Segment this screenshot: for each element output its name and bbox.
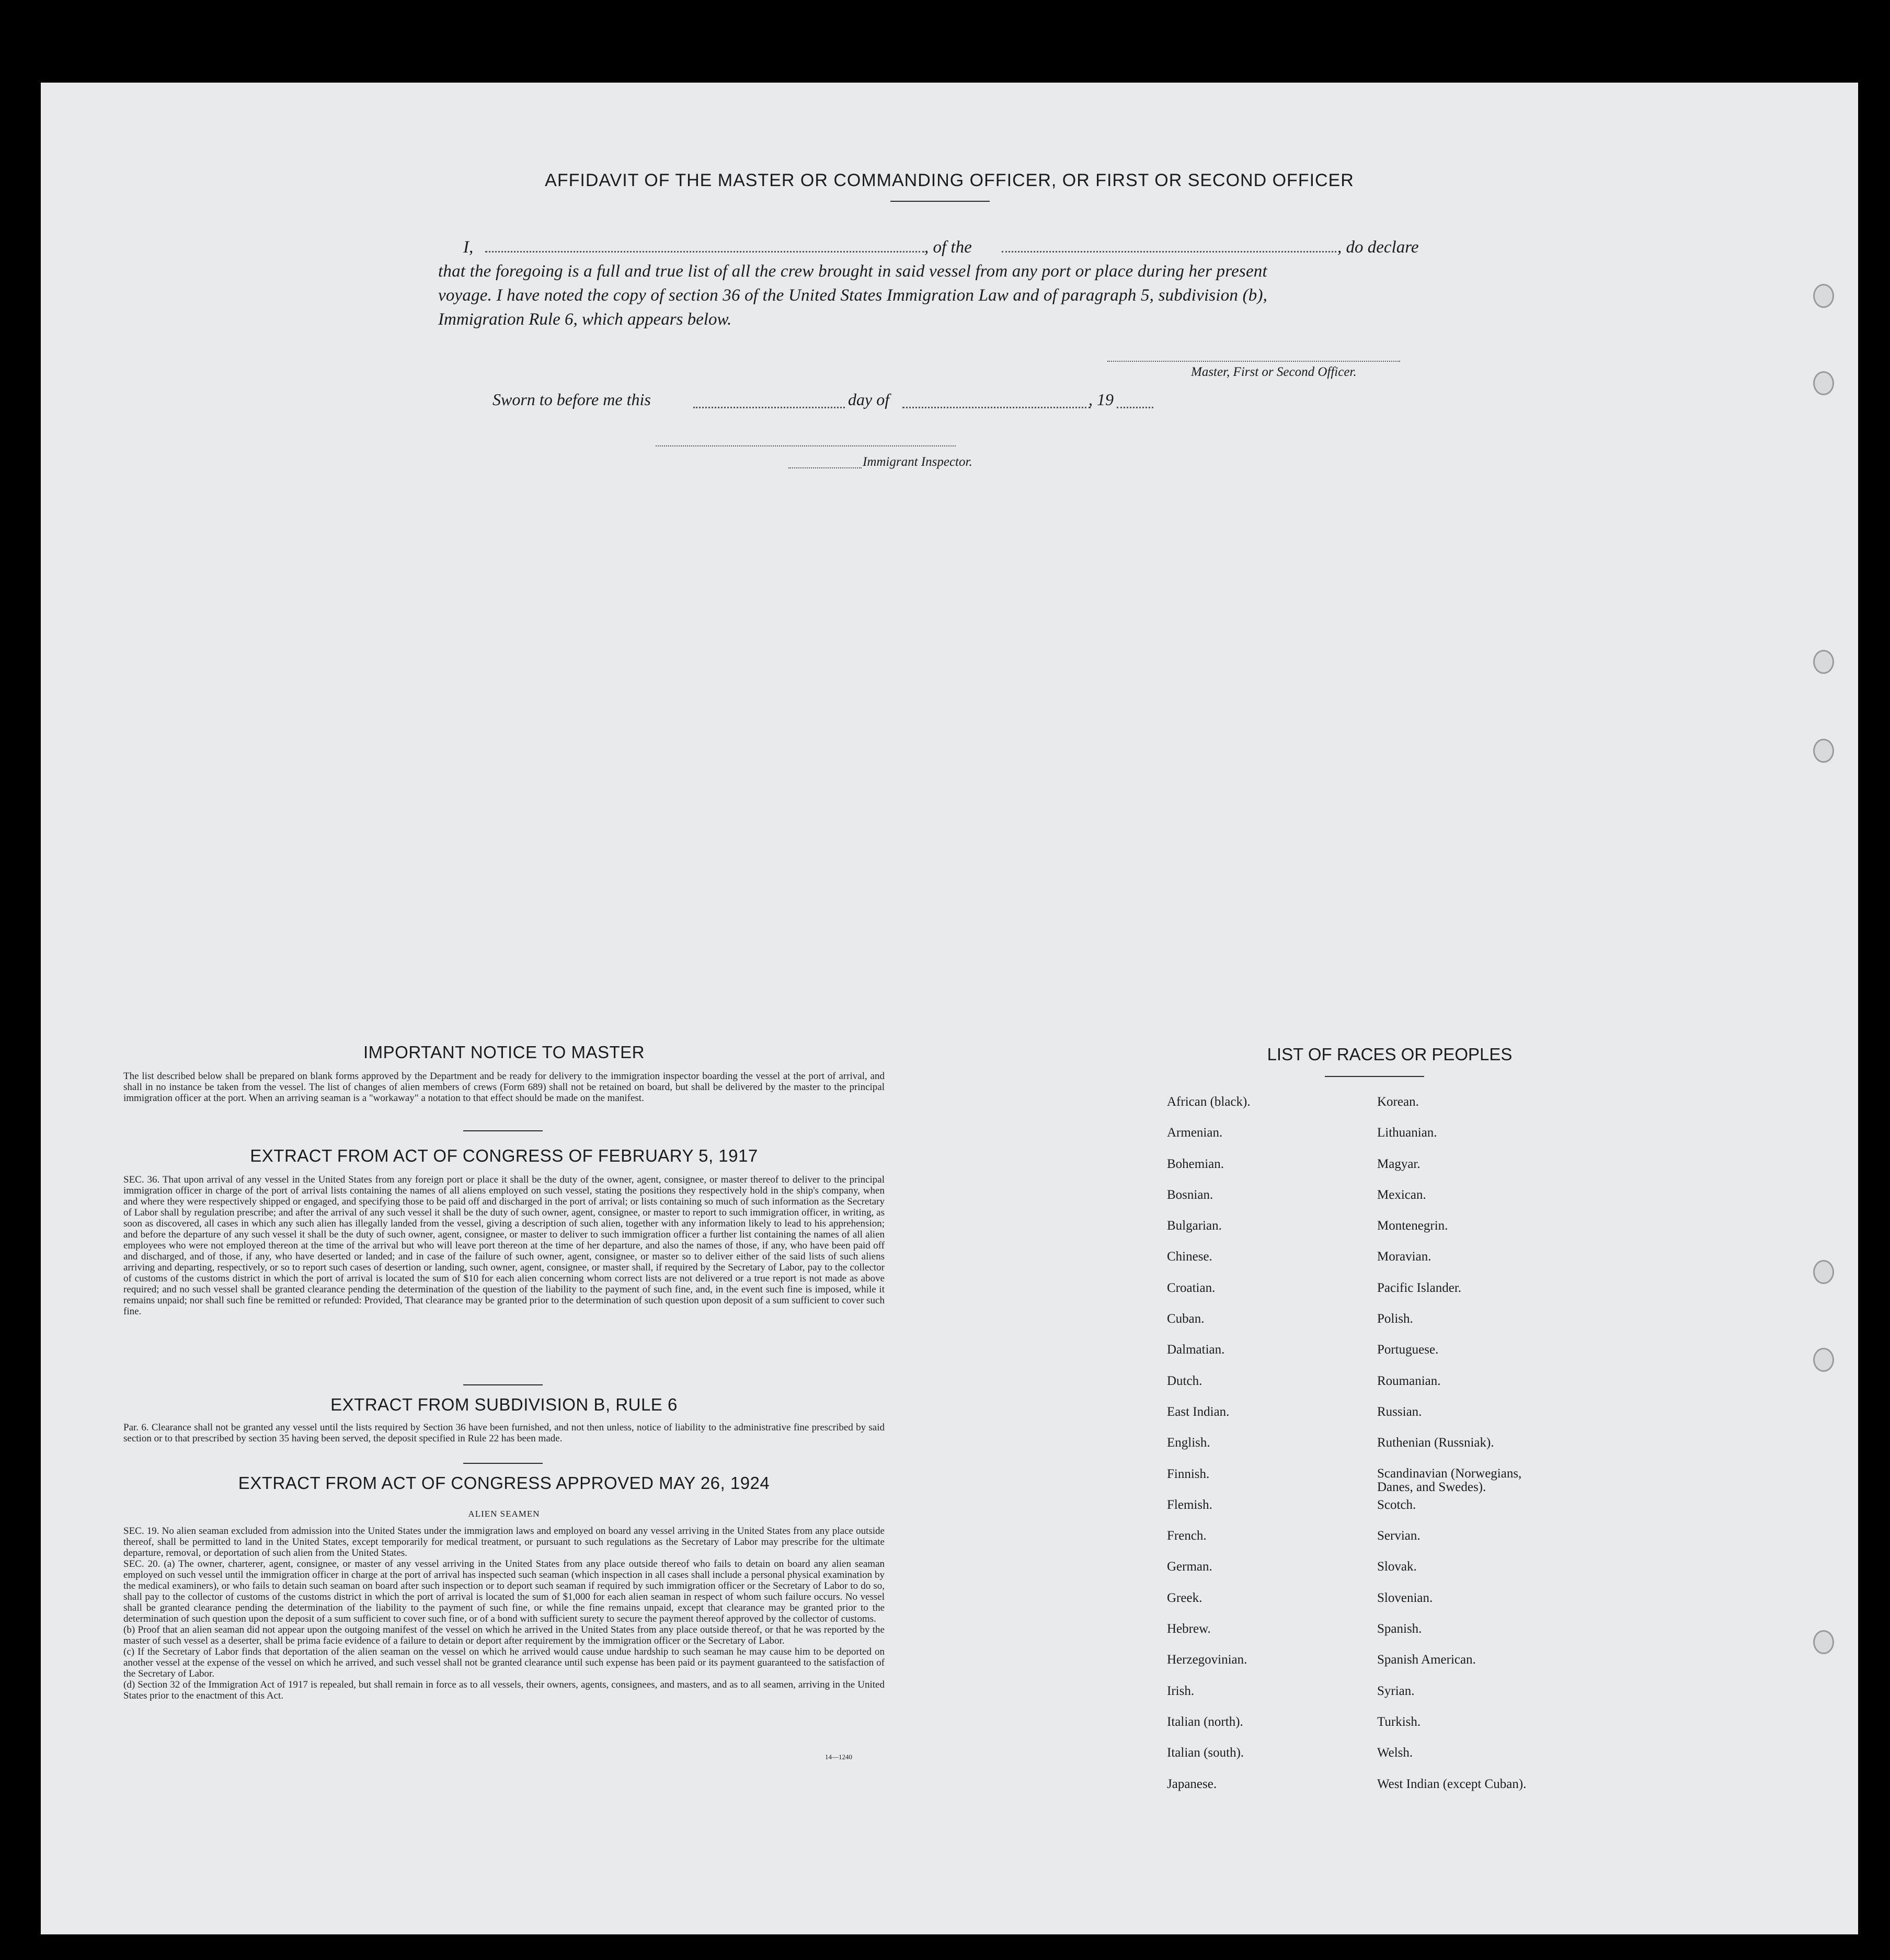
punch-hole <box>1813 1348 1834 1372</box>
race-item: East Indian. <box>1167 1404 1230 1419</box>
day-of-label: day of <box>848 390 890 409</box>
title-rule <box>890 201 990 202</box>
do-declare-label: , do declare <box>1337 238 1419 257</box>
of-the-label: , of the <box>924 238 972 257</box>
race-item: Syrian. <box>1377 1683 1415 1698</box>
race-item: West Indian (except Cuban). <box>1377 1776 1527 1791</box>
race-item: Cuban. <box>1167 1312 1205 1326</box>
race-item: Spanish American. <box>1377 1653 1476 1667</box>
race-item: Italian (north). <box>1167 1714 1243 1729</box>
affidavit-line-4: Immigration Rule 6, which appears below. <box>438 310 732 329</box>
sec-20c-paragraph: (c) If the Secretary of Labor finds that deportation of the alien seaman on the vessel on which he arrived would cause undue hardship to such seaman he may cause him to be deported on another vessel at the expense of the vessel on which he arrived, and such vessel shall not be granted clearance until such expense has been paid or its payment guaranteed to the satisfaction of the Secretary of Labor. <box>123 1646 885 1679</box>
race-item: Italian (south). <box>1167 1746 1244 1760</box>
punch-hole <box>1813 650 1834 674</box>
race-item: Armenian. <box>1167 1126 1223 1140</box>
sworn-label: Sworn to before me this <box>492 390 651 409</box>
i-label: I, <box>463 238 474 257</box>
race-item: Turkish. <box>1377 1714 1421 1729</box>
race-item: Roumanian. <box>1377 1373 1441 1388</box>
name-blank[interactable] <box>485 251 924 253</box>
sec-19-paragraph: SEC. 19. No alien seaman excluded from admission into the United States under the immigration laws and employed on board any vessel arriving in the United States from any place outside thereof, shall be permitted to land in the United States, except temporarily for medical treatment, or pursuant to such regulations as the Secretary of Labor may prescribe for the ultimate departure, removal, or deportation of such alien from the United States. <box>123 1526 885 1558</box>
extract-rule6-title: EXTRACT FROM SUBDIVISION B, RULE 6 <box>330 1395 678 1414</box>
races-column-2 <box>1377 1095 1597 1808</box>
races-column-1 <box>1167 1095 1387 1808</box>
extract-1917-body: SEC. 36. That upon arrival of any vessel in the United States from any foreign port or place it shall be the duty of the owner, agent, consignee, or master thereof to deliver to the principal immigration officer in charge of the port of arrival lists containing the names of all aliens employed on such vessel, stating the positions they respectively hold in the ship's company, when and where they were respectively shipped or engaged, and specifying those to be paid off and discharged in the port of arrival; or lists containing so much of such information as the Secretary of Labor shall by regulation prescribe; and after the arrival of any such vessel it shall be the duty of such owner, agent, consignee, or master to report to such immigration officer, in writing, as soon as discovered, all cases in which any such alien has illegally landed from the vessel, giving a description of such alien, together with any information likely to lead to his apprehension; and before the departure of any such vessel it shall be the duty of such owner, agent, consignee, or master to deliver to such immigration officer a further list containing the names of all alien employees who were not employed thereon at the time of the arrival but who will leave port thereon at the time of her departure, and also the names of those, if any, who have been paid off and discharged, and of those, if any, who have deserted or landed; and in case of the failure of such owner, agent, consignee, or master so to deliver either of the said lists of such aliens arriving and departing, respectively, or so to report such cases of desertion or landing, such owner, agent, consignee, or master shall, if required by the Secretary of Labor, pay to the collector of customs of the customs district in which the port of arrival is located the sum of $10 for each alien concerning whom correct lists are not delivered or a true report is not made as above required; and no such vessel shall be granted clearance pending the determination of the question of the liability to the payment of such fine, and, in the event such fine is imposed, while it remains unpaid; nor shall such fine be remitted or refunded: Provided, That clearance may be granted prior to the determination of such question upon deposit of a sum sufficient to cover such fine. <box>123 1174 885 1317</box>
race-item: Mexican. <box>1377 1187 1426 1202</box>
race-item: Finnish. <box>1167 1466 1210 1481</box>
races-title: LIST OF RACES OR PEOPLES <box>1267 1045 1513 1064</box>
notice-body: The list described below shall be prepared on blank forms approved by the Department and be ready for delivery to the immigration inspector boarding the vessel at the port of arrival, and shall in no instance be taken from the vessel. The list of changes of alien members of crews (Form 689) shall not be retained on board, but shall be delivered by the master to the principal immigration officer at the port. When an arriving seaman is a "workaway" a notation to that effect should be made on the manifest. <box>123 1071 885 1104</box>
race-item: Polish. <box>1377 1312 1413 1326</box>
race-item: French. <box>1167 1529 1207 1543</box>
race-item: Slovak. <box>1377 1560 1417 1574</box>
race-item: Ruthenian (Russniak). <box>1377 1436 1494 1450</box>
race-item: Japanese. <box>1167 1776 1217 1791</box>
year-label: , 19 <box>1089 390 1114 409</box>
punch-hole <box>1813 1260 1834 1284</box>
race-item: African (black). <box>1167 1095 1251 1109</box>
form-sheet <box>41 83 1858 1934</box>
race-item: Chinese. <box>1167 1250 1212 1264</box>
race-item: Korean. <box>1377 1095 1419 1109</box>
signature-blank[interactable] <box>1107 361 1400 362</box>
notice-rule <box>463 1130 543 1131</box>
signature-label: Master, First or Second Officer. <box>1191 365 1357 379</box>
extract-1924-body <box>123 1526 885 1701</box>
sec-20d-paragraph: (d) Section 32 of the Immigration Act of 1917 is repealed, but shall remain in force as to all vessels, their owners, agents, consignees, and masters, and as to all seamen, arriving in the United States prior to the enactment of this Act. <box>123 1679 885 1701</box>
race-item: Servian. <box>1377 1529 1421 1543</box>
race-item: Lithuanian. <box>1377 1126 1437 1140</box>
race-item: German. <box>1167 1560 1212 1574</box>
affidavit-title: AFFIDAVIT OF THE MASTER OR COMMANDING OFFICER, OR FIRST OR SECOND OFFICER <box>545 170 1354 190</box>
race-item: Bohemian. <box>1167 1156 1224 1171</box>
punch-hole <box>1813 371 1834 395</box>
extract-rule6-body: Par. 6. Clearance shall not be granted any vessel until the lists required by Section 36 have been furnished, and not then unless, notice of liability to the administrative fine prescribed by said section or to that prescribed by section 35 having been served, the deposit specified in Rule 22 has been made. <box>123 1422 885 1444</box>
race-item: Dalmatian. <box>1167 1343 1225 1357</box>
extract-rule6-rule <box>463 1463 543 1464</box>
sec-20a-paragraph: SEC. 20. (a) The owner, charterer, agent, consignee, or master of any vessel arriving in the United States from any place outside thereof who fails to detain on board any alien seaman employed on such vessel until the immigration officer in charge at the port of arrival has inspected such seaman (which inspection in all cases shall include a personal physical examination by the medical examiners), or who fails to detain such seaman on board after such inspection or to deport such seaman if required by such immigration officer or the Secretary of Labor to do so, shall pay to the collector of customs of the customs district in which the port of arrival is located the sum of $1,000 for each alien seaman in respect of whom such failure occurs. No vessel shall be granted clearance pending the determination of the liability to the payment of such fine, or while the fine remains unpaid, except that clearance may be granted prior to the determination of such question upon the deposit of a sum sufficient to cover such fine, or of a bond with sufficient surety to secure the payment thereof approved by the collector of customs. <box>123 1558 885 1624</box>
race-item: Greek. <box>1167 1590 1202 1605</box>
race-item: Bulgarian. <box>1167 1219 1222 1233</box>
form-number: 14—1240 <box>825 1753 852 1761</box>
race-item: Magyar. <box>1377 1156 1421 1171</box>
race-item: Flemish. <box>1167 1497 1212 1512</box>
race-item: Scandinavian (Norwegians, Danes, and Swedes). <box>1377 1466 1522 1494</box>
races-rule <box>1325 1076 1424 1077</box>
race-item: English. <box>1167 1436 1210 1450</box>
race-item: Moravian. <box>1377 1250 1431 1264</box>
race-item: Welsh. <box>1377 1746 1413 1760</box>
race-item: Croatian. <box>1167 1280 1216 1295</box>
race-item: Herzegovinian. <box>1167 1653 1247 1667</box>
race-item: Scotch. <box>1377 1497 1416 1512</box>
extract-1924-title: EXTRACT FROM ACT OF CONGRESS APPROVED MAY 26, 1924 <box>238 1473 770 1493</box>
inspector-label: Immigrant Inspector. <box>863 455 972 469</box>
extract-1924-subtitle: ALIEN SEAMEN <box>468 1509 540 1519</box>
affidavit-body <box>438 235 1499 331</box>
vessel-blank[interactable] <box>1002 251 1336 253</box>
extract-1917-title: EXTRACT FROM ACT OF CONGRESS OF FEBRUARY 5, 1917 <box>250 1146 758 1165</box>
race-item: Irish. <box>1167 1683 1195 1698</box>
punch-hole <box>1813 1630 1834 1654</box>
race-item: Portuguese. <box>1377 1343 1439 1357</box>
race-item: Hebrew. <box>1167 1622 1211 1636</box>
race-item: Slovenian. <box>1377 1590 1433 1605</box>
sec-20b-paragraph: (b) Proof that an alien seaman did not appear upon the outgoing manifest of the vessel on which he arrived in the United States from any place outside thereof, or that he was reported by the master of such vessel as a deserter, shall be prima facie evidence of a failure to detain or deport after requirement by the immigration officer or the Secretary of Labor. <box>123 1624 885 1646</box>
month-blank[interactable] <box>902 407 1091 408</box>
race-item: Dutch. <box>1167 1373 1202 1388</box>
sworn-day-blank[interactable] <box>693 407 845 408</box>
race-item: Russian. <box>1377 1404 1422 1419</box>
affidavit-line-2: that the foregoing is a full and true list of all the crew brought in said vessel from any port or place during her present <box>438 262 1267 281</box>
inspector-signature-blank[interactable] <box>656 445 956 446</box>
affidavit-line-3: voyage. I have noted the copy of section 36 of the United States Immigration Law and of paragraph 5, subdivision (b), <box>438 286 1268 305</box>
notice-title: IMPORTANT NOTICE TO MASTER <box>363 1042 645 1062</box>
extract-1917-rule <box>463 1384 543 1385</box>
race-item: Pacific Islander. <box>1377 1280 1462 1295</box>
race-item: Bosnian. <box>1167 1187 1213 1202</box>
inspector-lead-dots <box>788 467 862 468</box>
year-blank[interactable] <box>1117 407 1153 408</box>
race-item: Spanish. <box>1377 1622 1422 1636</box>
punch-hole <box>1813 739 1834 763</box>
race-item: Montenegrin. <box>1377 1219 1448 1233</box>
punch-hole <box>1813 284 1834 308</box>
